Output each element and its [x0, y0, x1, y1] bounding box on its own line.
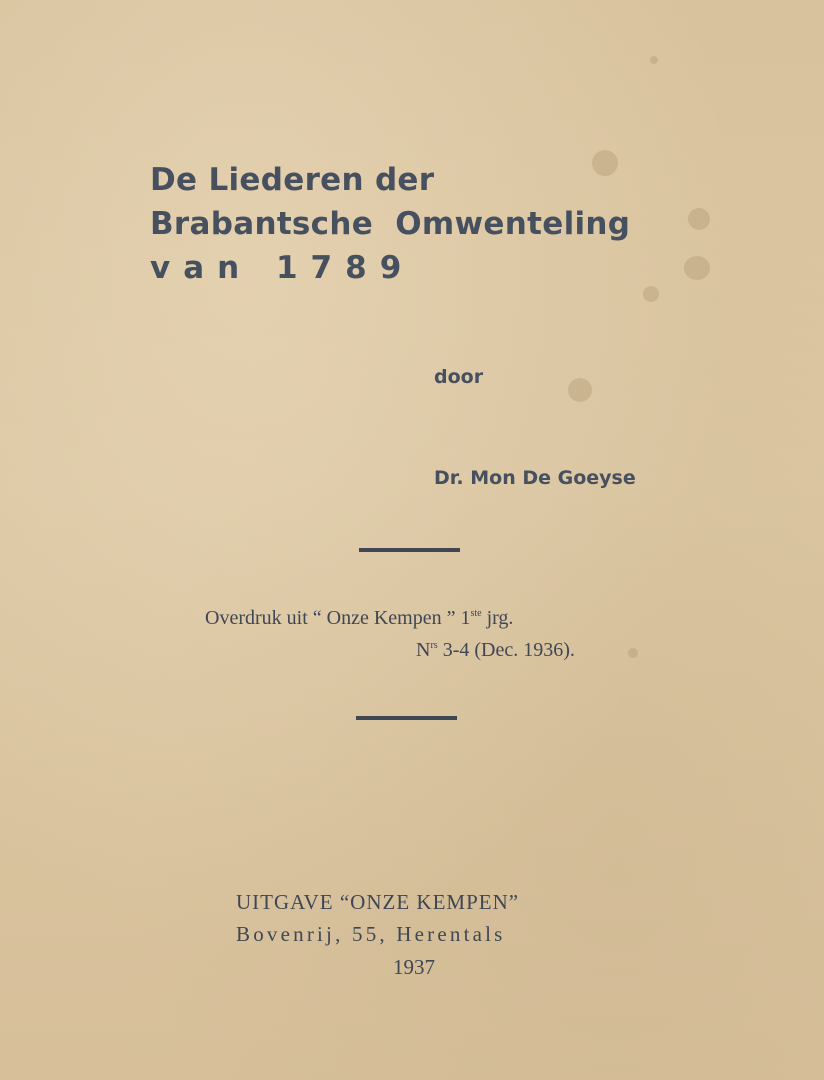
publication-year: 1937 [393, 955, 435, 979]
stain [568, 378, 592, 402]
reprint-number-prefix: N [416, 639, 431, 661]
title-line-3: van 1789 [150, 250, 415, 286]
reprint-issue: 3-4 (Dec. 1936). [437, 639, 575, 661]
publisher-name: UITGAVE “ONZE KEMPEN” [236, 890, 520, 914]
stain [628, 648, 638, 658]
reprint-note-line-1 [205, 607, 513, 630]
stain [643, 286, 659, 302]
reprint-number-superscript: rs [430, 640, 438, 651]
reprint-note-line-2 [416, 639, 575, 662]
reprint-text-end: jrg. [481, 607, 514, 629]
title-line-2: Brabantsche Omwenteling [150, 206, 631, 242]
title-line-1: De Liederen der [150, 162, 435, 198]
book-title [150, 158, 630, 290]
byline-door: door [434, 366, 484, 388]
reprint-text: Overdruk uit “ Onze Kempen ” 1 [205, 607, 471, 629]
reprint-superscript: ste [470, 608, 482, 619]
stain [688, 208, 710, 230]
stain [684, 256, 710, 280]
divider-rule [359, 548, 460, 552]
publisher-address: Bovenrij, 55, Herentals [236, 922, 506, 946]
divider-rule [356, 716, 457, 720]
author-name: Dr. Mon De Goeyse [434, 467, 636, 489]
stain [650, 56, 658, 64]
